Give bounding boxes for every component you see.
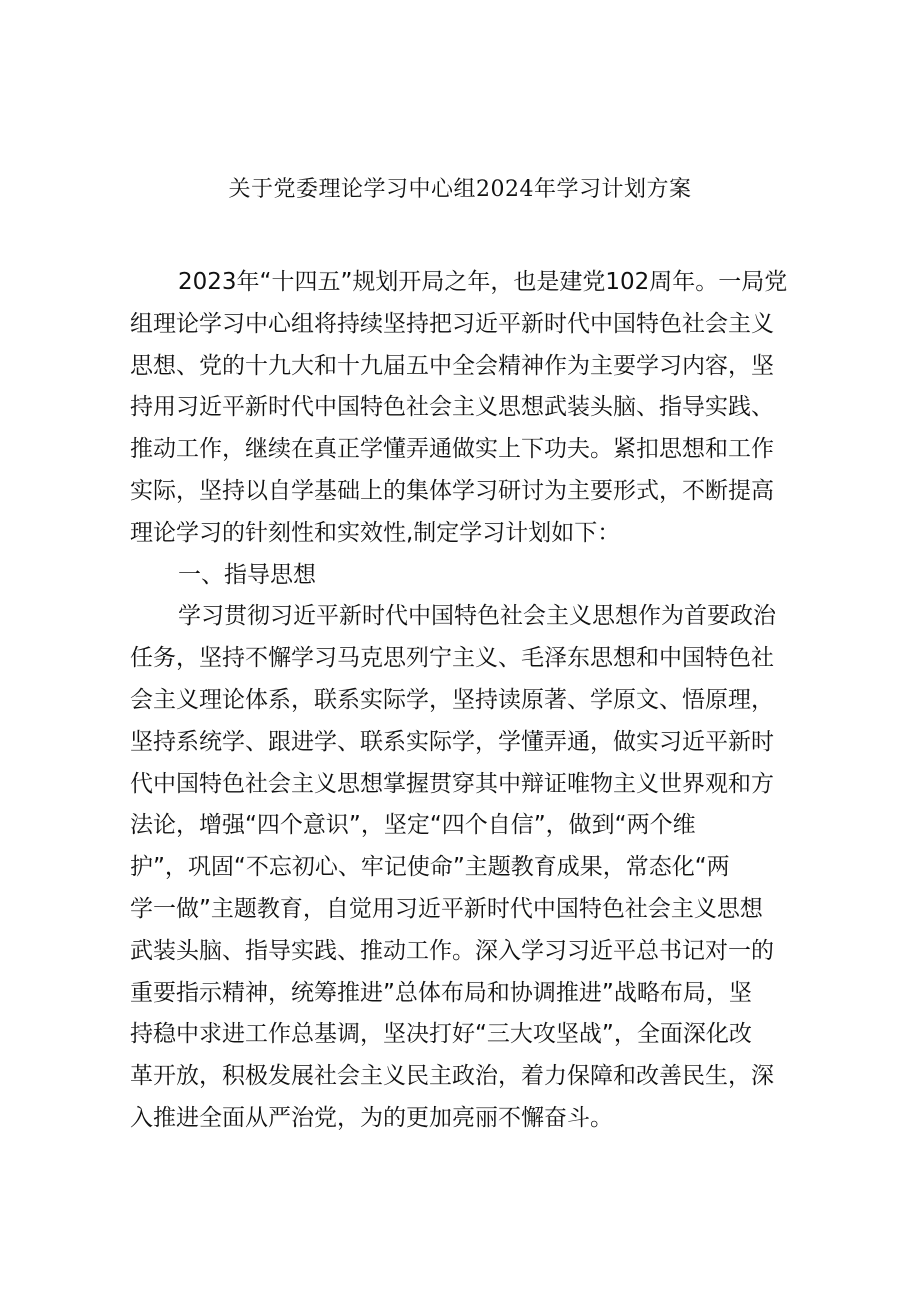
- paragraph-line: 法论，增强“四个意识”，坚定“四个自信”，做到“两个维: [130, 812, 696, 839]
- paragraph-line: 重要指示精神，统筹推进”总体布局和协调推进”战略布局，坚: [130, 979, 752, 1006]
- paragraph-line: 会主义理论体系，联系实际学，坚持读原著、学原文、悟原理，: [130, 686, 774, 713]
- paragraph-line: 理论学习的针刻性和实效性,制定学习计划如下：: [130, 519, 621, 546]
- paragraph-line: 护”，巩固“不忘初心、牢记使命”主题教育成果，常态化“两: [130, 854, 730, 881]
- document-body: [130, 262, 790, 1140]
- paragraph-line: 实际，坚持以自学基础上的集体学习研讨为主要形式，不断提高: [130, 477, 774, 504]
- paragraph-line: 入推进全面从严治党，为的更加亮丽不懈奋斗。: [130, 1104, 613, 1131]
- document-title: 关于党委理论学习中心组2024年学习计划方案: [228, 177, 692, 202]
- paragraph-line: 坚持系统学、跟进学、联系实际学，学懂弄通，做实习近平新时: [130, 728, 774, 755]
- paragraph-line: 组理论学习中心组将持续坚持把习近平新时代中国特色社会主义: [130, 310, 774, 337]
- paragraph-line: 代中国特色社会主义思想掌握贯穿其中辩证唯物主义世界观和方: [130, 770, 774, 797]
- paragraph-line: 革开放，积极发展社会主义民主政治，着力保障和改善民生，深: [130, 1063, 774, 1090]
- paragraph-line: 持用习近平新时代中国特色社会主义思想武装头脑、指导实践、: [130, 394, 774, 421]
- section-heading: 一、指导思想: [178, 561, 316, 588]
- paragraph-line: 思想、党的十九大和十九届五中全会精神作为主要学习内容，坚: [130, 352, 774, 379]
- paragraph-line: 学一做”主题教育，自觉用习近平新时代中国特色社会主义思想: [130, 895, 763, 922]
- paragraph-line: 任务，坚持不懈学习马克思列宁主义、毛泽东思想和中国特色社: [130, 645, 774, 672]
- paragraph-line: 武装头脑、指导实践、推动工作。深入学习习近平总书记对一的: [130, 937, 774, 964]
- paragraph-line: 持稳中求进工作总基调，坚决打好“三大攻坚战”，全面深化改: [130, 1021, 752, 1048]
- paragraph-line: 推动工作，继续在真正学懂弄通做实上下功夫。紧扣思想和工作: [130, 436, 774, 463]
- paragraph-line: 学习贯彻习近平新时代中国特色社会主义思想作为首要政治: [178, 603, 776, 630]
- paragraph-line: 2023年“十四五”规划开局之年，也是建党102周年。一局党: [178, 269, 788, 295]
